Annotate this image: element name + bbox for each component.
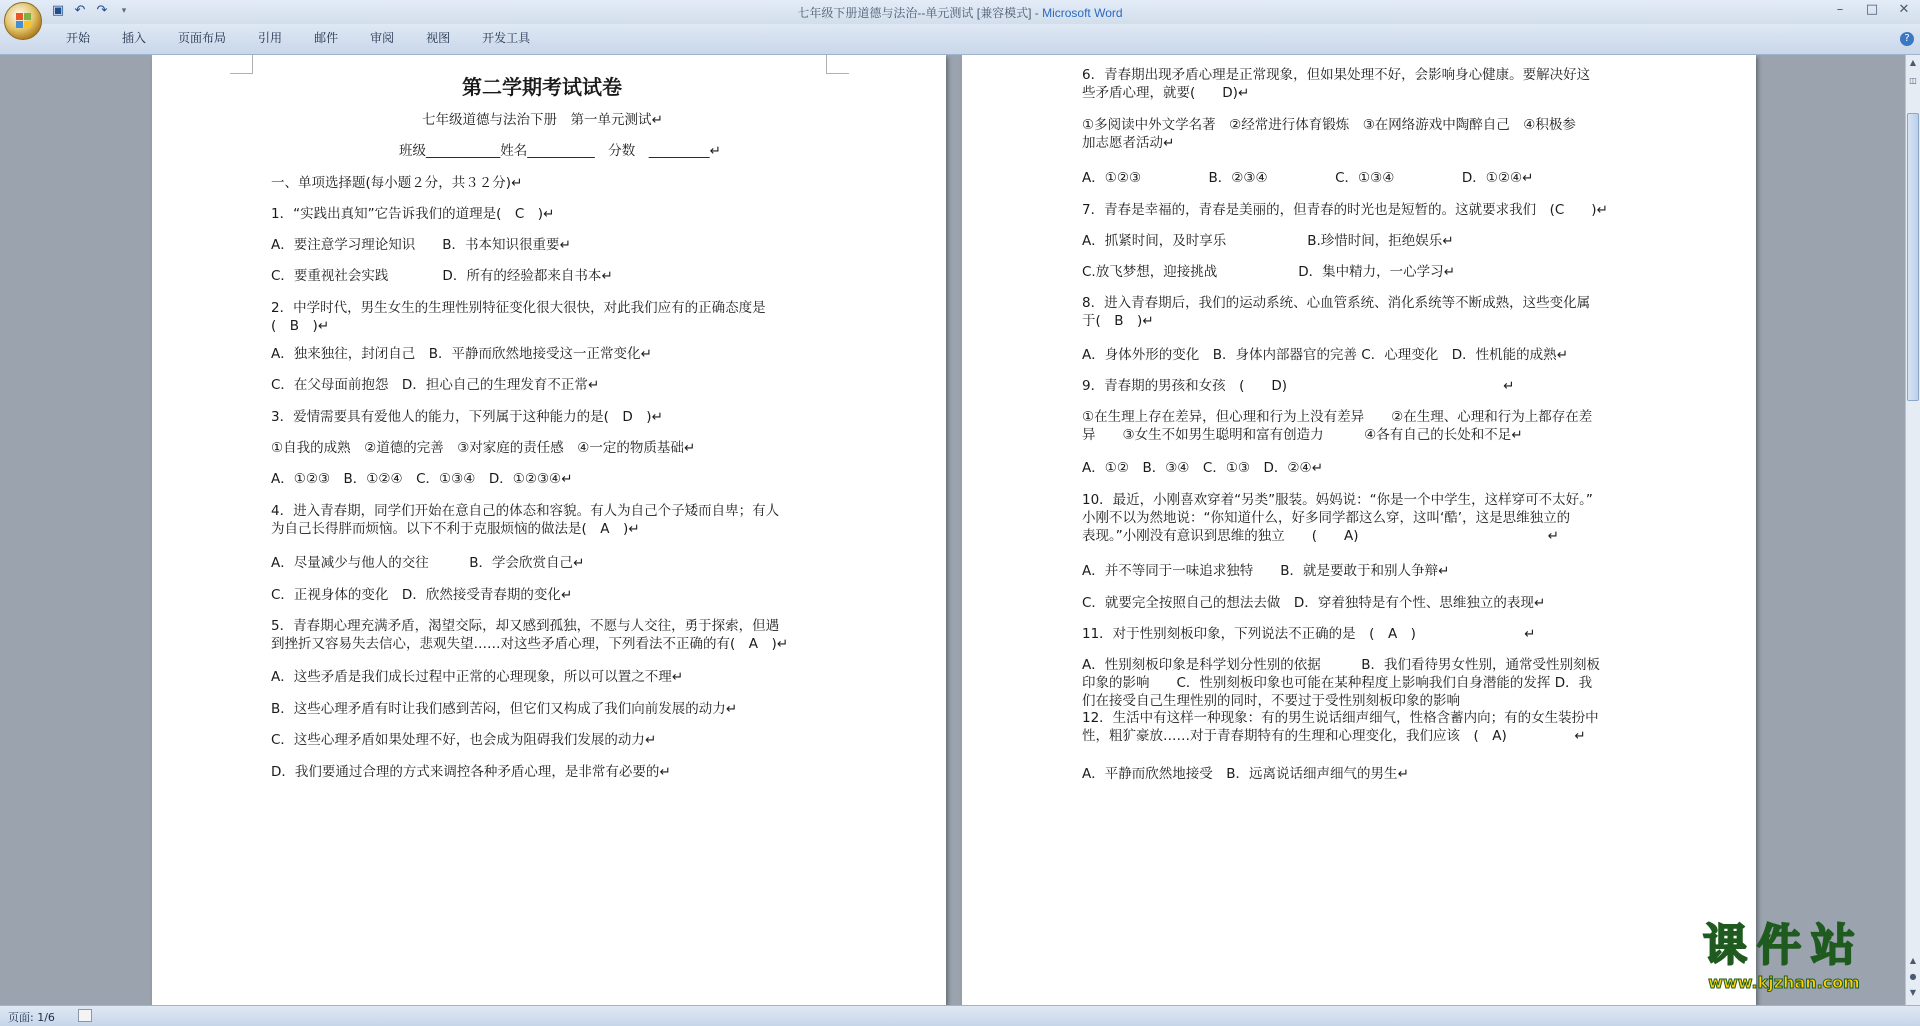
document-line: 2．中学时代，男生女生的生理性别特征变化很大很快，对此我们应有的正确态度是 [271,300,766,316]
vertical-scrollbar[interactable] [1905,55,1920,1005]
document-line: ①自我的成熟 ②道德的完善 ③对家庭的责任感 ④一定的物质基础↵ [271,440,696,456]
document-line: 12．生活中有这样一种现象：有的男生说话细声细气，性格含蓄内向；有的女生装扮中 [1082,710,1599,726]
document-line: 小刚不以为然地说：“你知道什么，好多同学都这么穿，这叫‘酷’，这是思维独立的 [1082,510,1571,526]
tab-mailings[interactable]: 邮件 [314,31,339,45]
document-line: C．这些心理矛盾如果处理不好，也会成为阻碍我们发展的动力↵ [271,732,657,748]
select-browse-object-icon[interactable]: ● [1909,972,1917,981]
tab-home[interactable]: 开始 [66,31,91,45]
document-line: 班级___________姓名__________ 分数 _________↵ [399,143,721,159]
document-line: 于( B )↵ [1082,313,1154,329]
crop-mark [826,55,849,74]
document-line: A．性别刻板印象是科学划分性别的依据 B．我们看待男女性别，通常受性别刻板 [1082,657,1600,673]
document-line: C．就要完全按照自己的想法去做 D．穿着独特是有个性、思维独立的表现↵ [1082,595,1546,611]
tab-developer[interactable]: 开发工具 [482,31,531,45]
tab-review[interactable]: 审阅 [370,31,395,45]
document-line: B．这些心理矛盾有时让我们感到苦闷，但它们又构成了我们向前发展的动力↵ [271,701,738,717]
next-page-icon[interactable]: ▼ [1909,988,1917,997]
crop-mark [230,55,253,74]
document-line: 8．进入青春期后，我们的运动系统、心血管系统、消化系统等不断成熟，这些变化属 [1082,295,1591,311]
document-line: C．正视身体的变化 D．欣然接受青春期的变化↵ [271,587,573,603]
window-title [0,4,1920,21]
customize-qat-icon[interactable]: ▾ [121,6,127,16]
document-title: 七年级下册道德与法治--单元测试 [兼容模式] - [797,6,1043,20]
document-line: A．平静而欣然地接受 B．远离说话细声细气的男生↵ [1082,766,1409,782]
document-line: A．并不等同于一味追求独特 B．就是要敢于和别人争辩↵ [1082,563,1450,579]
document-line: A．要注意学习理论知识 B．书本知识很重要↵ [271,237,571,253]
document-line: 6．青春期出现矛盾心理是正常现象，但如果处理不好，会影响身心健康。要解决好这 [1082,67,1591,83]
ribbon [0,24,1920,55]
document-line: 第二学期考试试卷 [462,75,622,99]
page-count[interactable]: 页面: 1/6 [8,1011,55,1024]
document-line: 们在接受自己生理性别的同时，不要过于受性别刻板印象的影响 [1082,693,1460,709]
document-line: 10．最近，小刚喜欢穿着“另类”服装。妈妈说：“你是一个中学生，这样穿可不太好。” [1082,492,1593,508]
scroll-thumb[interactable] [1907,113,1919,401]
status-bar [0,1005,1920,1026]
document-line: 性，粗犷豪放……对于青春期特有的生理和心理变化，我们应该 ( A) ↵ [1082,728,1586,744]
document-line: 3．爱情需要具有爱他人的能力，下列属于这种能力的是( D )↵ [271,409,663,425]
title-bar [0,0,1920,24]
document-line: ①多阅读中外文学名著 ②经常进行体育锻炼 ③在网络游戏中陶醉自己 ④积极参 [1082,117,1576,133]
document-line: 表现。”小刚没有意识到思维的独立 ( A) ↵ [1082,528,1559,544]
document-line: A．尽量减少与他人的交往 B．学会欣赏自己↵ [271,555,585,571]
ribbon-tabs [50,30,546,46]
watermark-logo [1664,920,1904,1002]
document-page-2 [962,55,1756,1005]
minimize-button[interactable]: – [1836,2,1844,17]
document-line: 加志愿者活动↵ [1082,135,1175,151]
document-line: 7．青春是幸福的，青春是美丽的，但青春的时光也是短暂的。这就要求我们 (C )↵ [1082,202,1608,218]
document-page-1 [152,55,946,1005]
document-line: C．要重视社会实践 D．所有的经验都来自书本↵ [271,268,613,284]
document-line: 4．进入青春期，同学们开始在意自己的体态和容貌。有人为自己个子矮而自卑；有人 [271,503,780,519]
document-line: A．①②③ B．②③④ C．①③④ D．①②④↵ [1082,170,1534,186]
watermark-url: www.kjzhan.com [1708,973,1860,992]
document-line: C．在父母面前抱怨 D．担心自己的生理发育不正常↵ [271,377,600,393]
document-line: 印象的影响 C．性别刻板印象也可能在某种程度上影响我们自身潜能的发挥 D．我 [1082,675,1593,691]
document-line: A．独来独往，封闭自己 B．平静而欣然地接受这一正常变化↵ [271,346,652,362]
document-line: 一、单项选择题(每小题２分，共３２分)↵ [271,175,523,191]
document-line: 5．青春期心理充满矛盾，渴望交际，却又感到孤独，不愿与人交往，勇于探索，但遇 [271,618,780,634]
close-button[interactable]: ✕ [1898,2,1910,17]
document-line: ( B )↵ [271,318,330,334]
document-line: 异 ③女生不如男生聪明和富有创造力 ④各有自己的长处和不足↵ [1082,427,1523,443]
maximize-button[interactable]: □ [1865,2,1879,17]
document-line: ①在生理上存在差异，但心理和行为上没有差异 ②在生理、心理和行为上都存在差 [1082,409,1593,425]
document-line: A．①② B．③④ C．①③ D．②④↵ [1082,460,1323,476]
tab-insert[interactable]: 插入 [122,31,147,45]
document-line: A．身体外形的变化 B．身体内部器官的完善 C．心理变化 D．性机能的成熟↵ [1082,347,1568,363]
redo-icon[interactable]: ↷ [96,3,108,18]
document-line: 七年级道德与法治下册 第一单元测试↵ [422,112,663,128]
help-icon[interactable]: ? [1900,32,1914,46]
scroll-up-icon[interactable]: ▲ [1909,58,1917,67]
previous-page-icon[interactable]: ▲ [1909,956,1917,965]
document-line: 些矛盾心理，就要( D)↵ [1082,85,1250,101]
document-line: 为自己长得胖而烦恼。以下不利于克服烦恼的做法是( A )↵ [271,521,640,537]
document-line: 9．青春期的男孩和女孩 ( D) ↵ [1082,378,1515,394]
document-line: 1．“实践出真知”它告诉我们的道理是( C )↵ [271,206,555,222]
tab-references[interactable]: 引用 [258,31,283,45]
save-icon[interactable]: ▣ [51,3,65,18]
document-line: C.放飞梦想，迎接挑战 D．集中精力，一心学习↵ [1082,264,1455,280]
office-button[interactable] [4,2,42,40]
document-line: 11．对于性别刻板印象，下列说法不正确的是 ( A ) ↵ [1082,626,1536,642]
watermark-text: 课件站 [1703,920,1865,971]
tab-view[interactable]: 视图 [426,31,451,45]
document-area [0,55,1906,1005]
document-line: A．①②③ B．①②④ C．①③④ D．①②③④↵ [271,471,573,487]
tab-page-layout[interactable]: 页面布局 [178,31,227,45]
document-line: 到挫折又容易失去信心，悲观失望……对这些矛盾心理，下列看法不正确的有( A )↵ [271,636,789,652]
view-ruler-icon[interactable]: ◫ [1909,76,1917,85]
office-logo-icon [15,12,32,29]
proofing-icon[interactable] [78,1009,92,1022]
window-controls [1824,0,1920,20]
app-name: Microsoft Word [1042,6,1123,20]
document-line: D．我们要通过合理的方式来调控各种矛盾心理，是非常有必要的↵ [271,764,671,780]
document-line: A．这些矛盾是我们成长过程中正常的心理现象，所以可以置之不理↵ [271,669,684,685]
document-line: A．抓紧时间，及时享乐 B.珍惜时间，拒绝娱乐↵ [1082,233,1454,249]
undo-icon[interactable]: ↶ [74,3,86,18]
